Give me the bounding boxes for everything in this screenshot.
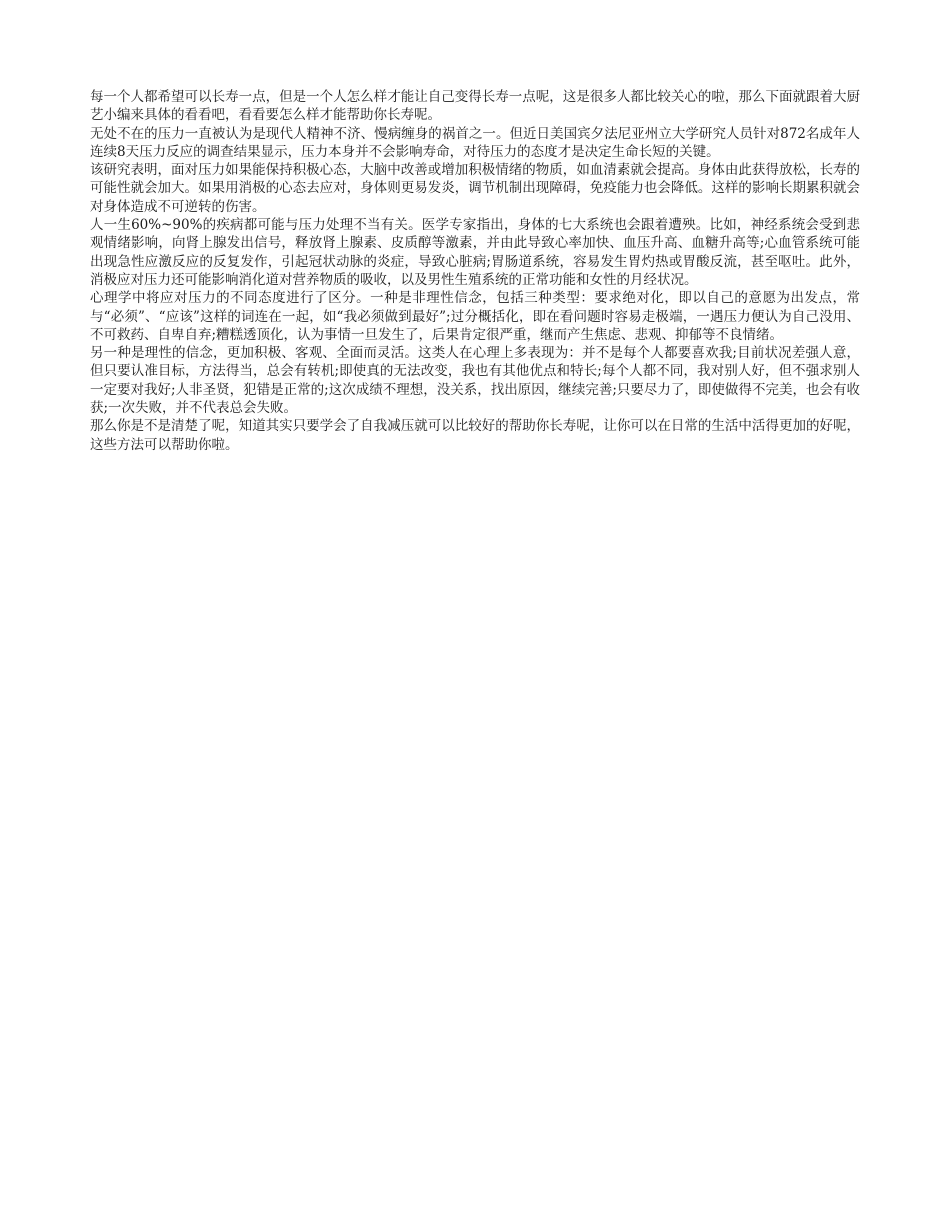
paragraph-study-explanation: 该研究表明，面对压力如果能保持积极心态，大脑中改善或增加积极情绪的物质，如血清素就会提高。身体由此获得放松，长寿的可能性就会加大。如果用消极的心态去应对，身体则更易发炎，调节机制出现障碍，免疫能力也会降低。这样的影响长期累积就会对身体造成不可逆转的伤害。 — [90, 162, 860, 215]
paragraph-conclusion: 那么你是不是清楚了呢，知道其实只要学会了自我减压就可以比较好的帮助你长寿呢，让你可以在日常的生活中活得更加的好呢，这些方法可以帮助你啦。 — [90, 418, 860, 453]
paragraph-disease-systems: 人一生60%~90%的疾病都可能与压力处理不当有关。医学专家指出，身体的七大系统也会跟着遭殃。比如，神经系统会受到悲观情绪影响，向肾上腺发出信号，释放肾上腺素、皮质醇等激素，并由此导致心率加快、血压升高、血糖升高等;心血管系统可能出现急性应激反应的反复发作，引起冠状动脉的炎症，导致心脏病;胃肠道系统，容易发生胃灼热或胃酸反流，甚至呕吐。此外，消极应对压力还可能影响消化道对营养物质的吸收，以及男性生殖系统的正常功能和女性的月经状况。 — [90, 217, 860, 288]
paragraph-research-finding: 无处不在的压力一直被认为是现代人精神不济、慢病缠身的祸首之一。但近日美国宾夕法尼亚州立大学研究人员针对872名成年人连续8天压力反应的调查结果显示，压力本身并不会影响寿命，对待压力的态度才是决定生命长短的关键。 — [90, 125, 860, 160]
article-body — [90, 88, 860, 454]
paragraph-rational-beliefs: 另一种是理性的信念，更加积极、客观、全面而灵活。这类人在心理上多表现为：并不是每个人都要喜欢我;目前状况差强人意，但只要认准目标，方法得当，总会有转机;即使真的无法改变，我也有其他优点和特长;每个人都不同，我对别人好，但不强求别人一定要对我好;人非圣贤，犯错是正常的;这次成绩不理想，没关系，找出原因，继续完善;只要尽力了，即使做得不完美，也会有收获;一次失败，并不代表总会失败。 — [90, 345, 860, 417]
paragraph-irrational-beliefs: 心理学中将应对压力的不同态度进行了区分。一种是非理性信念，包括三种类型：要求绝对化，即以自己的意愿为出发点，常与“必须”、“应该”这样的词连在一起，如“我必须做到最好”;过分概括化，即在看问题时容易走极端，一遇压力便认为自己没用、不可救药、自卑自弃;糟糕透顶化，认为事情一旦发生了，后果肯定很严重，继而产生焦虑、悲观、抑郁等不良情绪。 — [90, 290, 860, 343]
paragraph-intro: 每一个人都希望可以长寿一点，但是一个人怎么样才能让自己变得长寿一点呢，这是很多人都比较关心的啦，那么下面就跟着大厨艺小编来具体的看看吧，看看要怎么样才能帮助你长寿呢。 — [90, 89, 860, 124]
